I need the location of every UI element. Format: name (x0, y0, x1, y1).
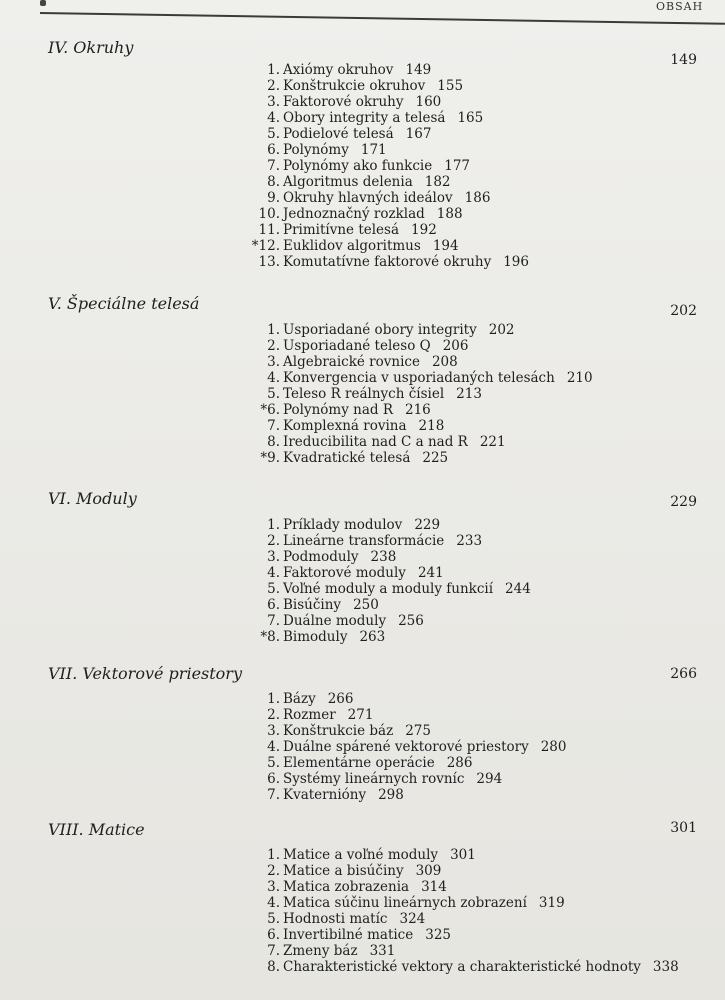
entry-title-group (283, 691, 354, 707)
toc-entry (0, 565, 725, 581)
entry-page-number: 194 (432, 238, 459, 254)
entry-page-number: 182 (424, 174, 451, 190)
entry-title: Komutatívne faktorové okruhy (283, 254, 492, 270)
entry-page-number: 192 (411, 222, 437, 238)
entry-title-group (283, 739, 566, 755)
entry-title-group (283, 386, 482, 402)
entry-number: 4. (267, 110, 280, 126)
toc-entry (0, 755, 725, 771)
entry-page-number: 294 (476, 771, 503, 787)
entry-title: Systémy lineárnych rovníc (283, 771, 465, 787)
entry-page-number: 238 (370, 549, 397, 565)
entry-title-group (283, 549, 396, 565)
entry-page-number: 338 (652, 959, 679, 975)
entry-title-group (283, 206, 463, 222)
toc-entry (0, 402, 725, 418)
entry-title: Polynómy ako funkcie (283, 158, 433, 174)
toc-entry (0, 597, 725, 613)
entry-title: Podmoduly (283, 549, 359, 565)
toc-entry (0, 863, 725, 879)
entry-title-group (283, 847, 476, 863)
entry-number: *6. (260, 402, 280, 418)
entry-page-number: 280 (540, 739, 567, 755)
entry-title: Hodnosti matíc (283, 911, 388, 927)
entry-title: Duálne spárené vektorové priestory (283, 739, 529, 755)
entry-page-number: 225 (422, 450, 449, 466)
entry-number: 7. (267, 418, 280, 434)
entry-number: 2. (267, 78, 280, 94)
entry-title-group (283, 434, 506, 450)
entry-title-group (283, 222, 437, 238)
toc-entry (0, 771, 725, 787)
toc-entry (0, 78, 725, 94)
entry-page-number: 324 (399, 911, 426, 927)
entry-number: 10. (258, 206, 280, 222)
entry-title-group (283, 450, 448, 466)
entry-page-number: 188 (436, 206, 463, 222)
chapter-entries (0, 847, 725, 975)
entry-title: Voľné moduly a moduly funkcií (283, 581, 494, 597)
entry-page-number: 244 (505, 581, 531, 597)
entry-title: Faktorové okruhy (283, 94, 404, 110)
entry-title-group (283, 517, 440, 533)
entry-title: Algoritmus delenia (283, 174, 413, 190)
entry-number: 1. (267, 691, 280, 707)
entry-number: 8. (267, 434, 280, 450)
entry-title-group (283, 254, 529, 270)
entry-page-number: 271 (347, 707, 374, 723)
toc-entry (0, 927, 725, 943)
entry-title: Matice a voľné moduly (283, 847, 439, 863)
chapter-title: VI. Moduly (48, 489, 137, 508)
entry-number: 3. (267, 723, 280, 739)
entry-title: Kvaternióny (283, 787, 367, 803)
entry-page-number: 186 (464, 190, 491, 206)
entry-title: Okruhy hlavných ideálov (283, 190, 453, 206)
entry-title-group (283, 959, 679, 975)
entry-number: 3. (267, 549, 280, 565)
entry-title: Obory integrity a telesá (283, 110, 446, 126)
entry-number: 2. (267, 863, 280, 879)
entry-number: 3. (267, 354, 280, 370)
entry-title: Invertibilné matice (283, 927, 414, 943)
entry-title-group (283, 174, 451, 190)
entry-page-number: 309 (415, 863, 442, 879)
entry-title: Duálne moduly (283, 613, 387, 629)
entry-page-number: 149 (405, 62, 432, 78)
entry-title-group (283, 613, 424, 629)
chapter-page-number: 266 (670, 666, 697, 682)
entry-number: 8. (267, 174, 280, 190)
entry-title-group (283, 370, 593, 386)
entry-page-number: 325 (425, 927, 452, 943)
entry-title-group (283, 78, 463, 94)
chapter-title: V. Špeciálne telesá (48, 294, 200, 313)
entry-number: 5. (267, 386, 280, 402)
entry-page-number: 250 (353, 597, 379, 613)
entry-page-number: 196 (503, 254, 529, 270)
entry-title-group (283, 723, 431, 739)
entry-title-group (283, 927, 451, 943)
chapter-page-number: 202 (670, 303, 697, 319)
entry-page-number: 301 (450, 847, 476, 863)
entry-number: 6. (267, 771, 280, 787)
entry-title: Podielové telesá (283, 126, 394, 142)
entry-page-number: 208 (431, 354, 458, 370)
entry-title-group (283, 533, 482, 549)
entry-title: Konvergencia v usporiadaných telesách (283, 370, 555, 386)
toc-entry (0, 370, 725, 386)
entry-page-number: 177 (444, 158, 471, 174)
entry-number: *8. (260, 629, 280, 645)
running-head: OBSAH (656, 0, 704, 13)
entry-number: 11. (258, 222, 280, 238)
entry-page-number: 206 (442, 338, 469, 354)
entry-number: 6. (267, 597, 280, 613)
entry-title-group (283, 142, 387, 158)
entry-title-group (283, 771, 502, 787)
toc-entry (0, 254, 725, 270)
entry-number: 2. (267, 533, 280, 549)
toc-entry (0, 94, 725, 110)
entry-page-number: 319 (538, 895, 565, 911)
entry-page-number: 165 (457, 110, 484, 126)
entry-title-group (283, 402, 431, 418)
toc-entry (0, 110, 725, 126)
entry-title: Zmeny báz (283, 943, 358, 959)
toc-entry (0, 434, 725, 450)
entry-number: 2. (267, 338, 280, 354)
entry-title: Usporiadané obory integrity (283, 322, 477, 338)
entry-page-number: 256 (398, 613, 424, 629)
entry-page-number: 155 (437, 78, 464, 94)
entry-title-group (283, 707, 373, 723)
toc-entry (0, 723, 725, 739)
entry-page-number: 210 (566, 370, 593, 386)
entry-title: Charakteristické vektory a charakteristické hodnoty (283, 959, 641, 975)
toc-entry (0, 691, 725, 707)
entry-title-group (283, 322, 515, 338)
entry-title-group (283, 418, 444, 434)
entry-page-number: 218 (418, 418, 445, 434)
chapter-entries (0, 322, 725, 466)
entry-title-group (283, 354, 458, 370)
toc-entry (0, 549, 725, 565)
toc-entry (0, 174, 725, 190)
entry-title: Rozmer (283, 707, 336, 723)
toc-entry (0, 322, 725, 338)
header-rule (40, 12, 725, 25)
entry-title-group (283, 158, 470, 174)
toc-entry (0, 62, 725, 78)
entry-number: 2. (267, 707, 280, 723)
entry-title-group (283, 581, 531, 597)
entry-title: Faktorové moduly (283, 565, 406, 581)
entry-number: 3. (267, 879, 280, 895)
entry-number: 5. (267, 581, 280, 597)
chapter-page-number: 149 (670, 52, 697, 68)
toc-entry (0, 533, 725, 549)
entry-title-group (283, 62, 431, 78)
toc-entry (0, 142, 725, 158)
chapter-entries (0, 517, 725, 645)
toc-entry (0, 629, 725, 645)
entry-title: Bimoduly (283, 629, 348, 645)
toc-entry (0, 418, 725, 434)
entry-number: 7. (267, 158, 280, 174)
entry-number: 8. (267, 959, 280, 975)
toc-entry (0, 613, 725, 629)
toc-entry (0, 739, 725, 755)
entry-title-group (283, 110, 483, 126)
entry-page-number: 314 (421, 879, 447, 895)
entry-title-group (283, 943, 395, 959)
entry-number: 5. (267, 755, 280, 771)
entry-title: Algebraické rovnice (283, 354, 420, 370)
toc-entry (0, 879, 725, 895)
entry-title: Jednoznačný rozklad (283, 206, 425, 222)
toc-entry (0, 222, 725, 238)
entry-title: Matice a bisúčiny (283, 863, 404, 879)
chapter-entries (0, 691, 725, 803)
page-corner-mark (40, 0, 46, 6)
entry-title: Axiómy okruhov (283, 62, 394, 78)
chapter-page-number: 301 (670, 820, 697, 836)
chapter-title: VIII. Matice (48, 820, 145, 839)
entry-number: 1. (267, 322, 280, 338)
entry-number: 1. (267, 517, 280, 533)
entry-title-group (283, 629, 385, 645)
toc-entry (0, 943, 725, 959)
entry-title: Bisúčiny (283, 597, 342, 613)
toc-entry (0, 959, 725, 975)
entry-page-number: 233 (456, 533, 483, 549)
chapter-page-number: 229 (670, 494, 697, 510)
entry-page-number: 298 (378, 787, 404, 803)
entry-number: 7. (267, 787, 280, 803)
entry-title-group (283, 863, 441, 879)
entry-page-number: 241 (417, 565, 444, 581)
entry-number: 7. (267, 943, 280, 959)
entry-title: Matica súčinu lineárnych zobrazení (283, 895, 527, 911)
entry-page-number: 263 (359, 629, 386, 645)
entry-title-group (283, 787, 404, 803)
entry-page-number: 171 (360, 142, 387, 158)
chapter-title: VII. Vektorové priestory (48, 664, 242, 683)
entry-page-number: 275 (405, 723, 431, 739)
chapter-title: IV. Okruhy (48, 38, 134, 57)
entry-number: 6. (267, 927, 280, 943)
toc-entry (0, 847, 725, 863)
entry-title: Bázy (283, 691, 316, 707)
entry-title: Primitívne telesá (283, 222, 400, 238)
entry-number: 5. (267, 126, 280, 142)
entry-page-number: 167 (405, 126, 432, 142)
entry-title-group (283, 911, 425, 927)
entry-title: Teleso R reálnych čísiel (283, 386, 445, 402)
entry-title: Príklady modulov (283, 517, 403, 533)
toc-entry (0, 895, 725, 911)
entry-title: Kvadratické telesá (283, 450, 411, 466)
toc-entry (0, 190, 725, 206)
entry-page-number: 213 (456, 386, 482, 402)
toc-entry (0, 338, 725, 354)
entry-title: Komplexná rovina (283, 418, 407, 434)
entry-title: Konštrukcie okruhov (283, 78, 426, 94)
entry-number: 5. (267, 911, 280, 927)
entry-title: Ireducibilita nad C a nad R (283, 434, 468, 450)
entry-number: 1. (267, 847, 280, 863)
entry-page-number: 160 (415, 94, 442, 110)
entry-page-number: 331 (369, 943, 396, 959)
entry-title-group (283, 565, 444, 581)
entry-number: 1. (267, 62, 280, 78)
toc-entry (0, 238, 725, 254)
entry-number: 4. (267, 370, 280, 386)
chapter-entries (0, 62, 725, 270)
entry-page-number: 221 (479, 434, 506, 450)
entry-number: *12. (251, 238, 280, 254)
entry-number: 9. (267, 190, 280, 206)
entry-number: *9. (260, 450, 280, 466)
entry-title: Elementárne operácie (283, 755, 435, 771)
entry-title-group (283, 190, 490, 206)
entry-title: Lineárne transformácie (283, 533, 445, 549)
entry-title-group (283, 597, 379, 613)
toc-entry (0, 517, 725, 533)
toc-entry (0, 126, 725, 142)
entry-title: Usporiadané teleso Q (283, 338, 431, 354)
entry-page-number: 229 (414, 517, 441, 533)
entry-title-group (283, 238, 459, 254)
entry-title: Euklidov algoritmus (283, 238, 421, 254)
entry-number: 13. (258, 254, 280, 270)
toc-entry (0, 707, 725, 723)
entry-number: 4. (267, 895, 280, 911)
entry-title: Polynómy (283, 142, 349, 158)
toc-entry (0, 386, 725, 402)
toc-entry (0, 911, 725, 927)
entry-title: Matica zobrazenia (283, 879, 410, 895)
entry-number: 3. (267, 94, 280, 110)
entry-title-group (283, 338, 468, 354)
entry-page-number: 202 (488, 322, 515, 338)
entry-title-group (283, 755, 472, 771)
entry-title-group (283, 895, 565, 911)
entry-title-group (283, 126, 431, 142)
entry-number: 4. (267, 565, 280, 581)
entry-number: 7. (267, 613, 280, 629)
toc-entry (0, 581, 725, 597)
entry-title: Polynómy nad R (283, 402, 393, 418)
entry-title-group (283, 879, 447, 895)
toc-entry (0, 450, 725, 466)
entry-title-group (283, 94, 441, 110)
entry-page-number: 286 (446, 755, 473, 771)
toc-entry (0, 206, 725, 222)
toc-entry (0, 158, 725, 174)
entry-number: 4. (267, 739, 280, 755)
entry-title: Konštrukcie báz (283, 723, 394, 739)
toc-entry (0, 787, 725, 803)
toc-entry (0, 354, 725, 370)
entry-page-number: 216 (405, 402, 431, 418)
entry-page-number: 266 (327, 691, 354, 707)
entry-number: 6. (267, 142, 280, 158)
